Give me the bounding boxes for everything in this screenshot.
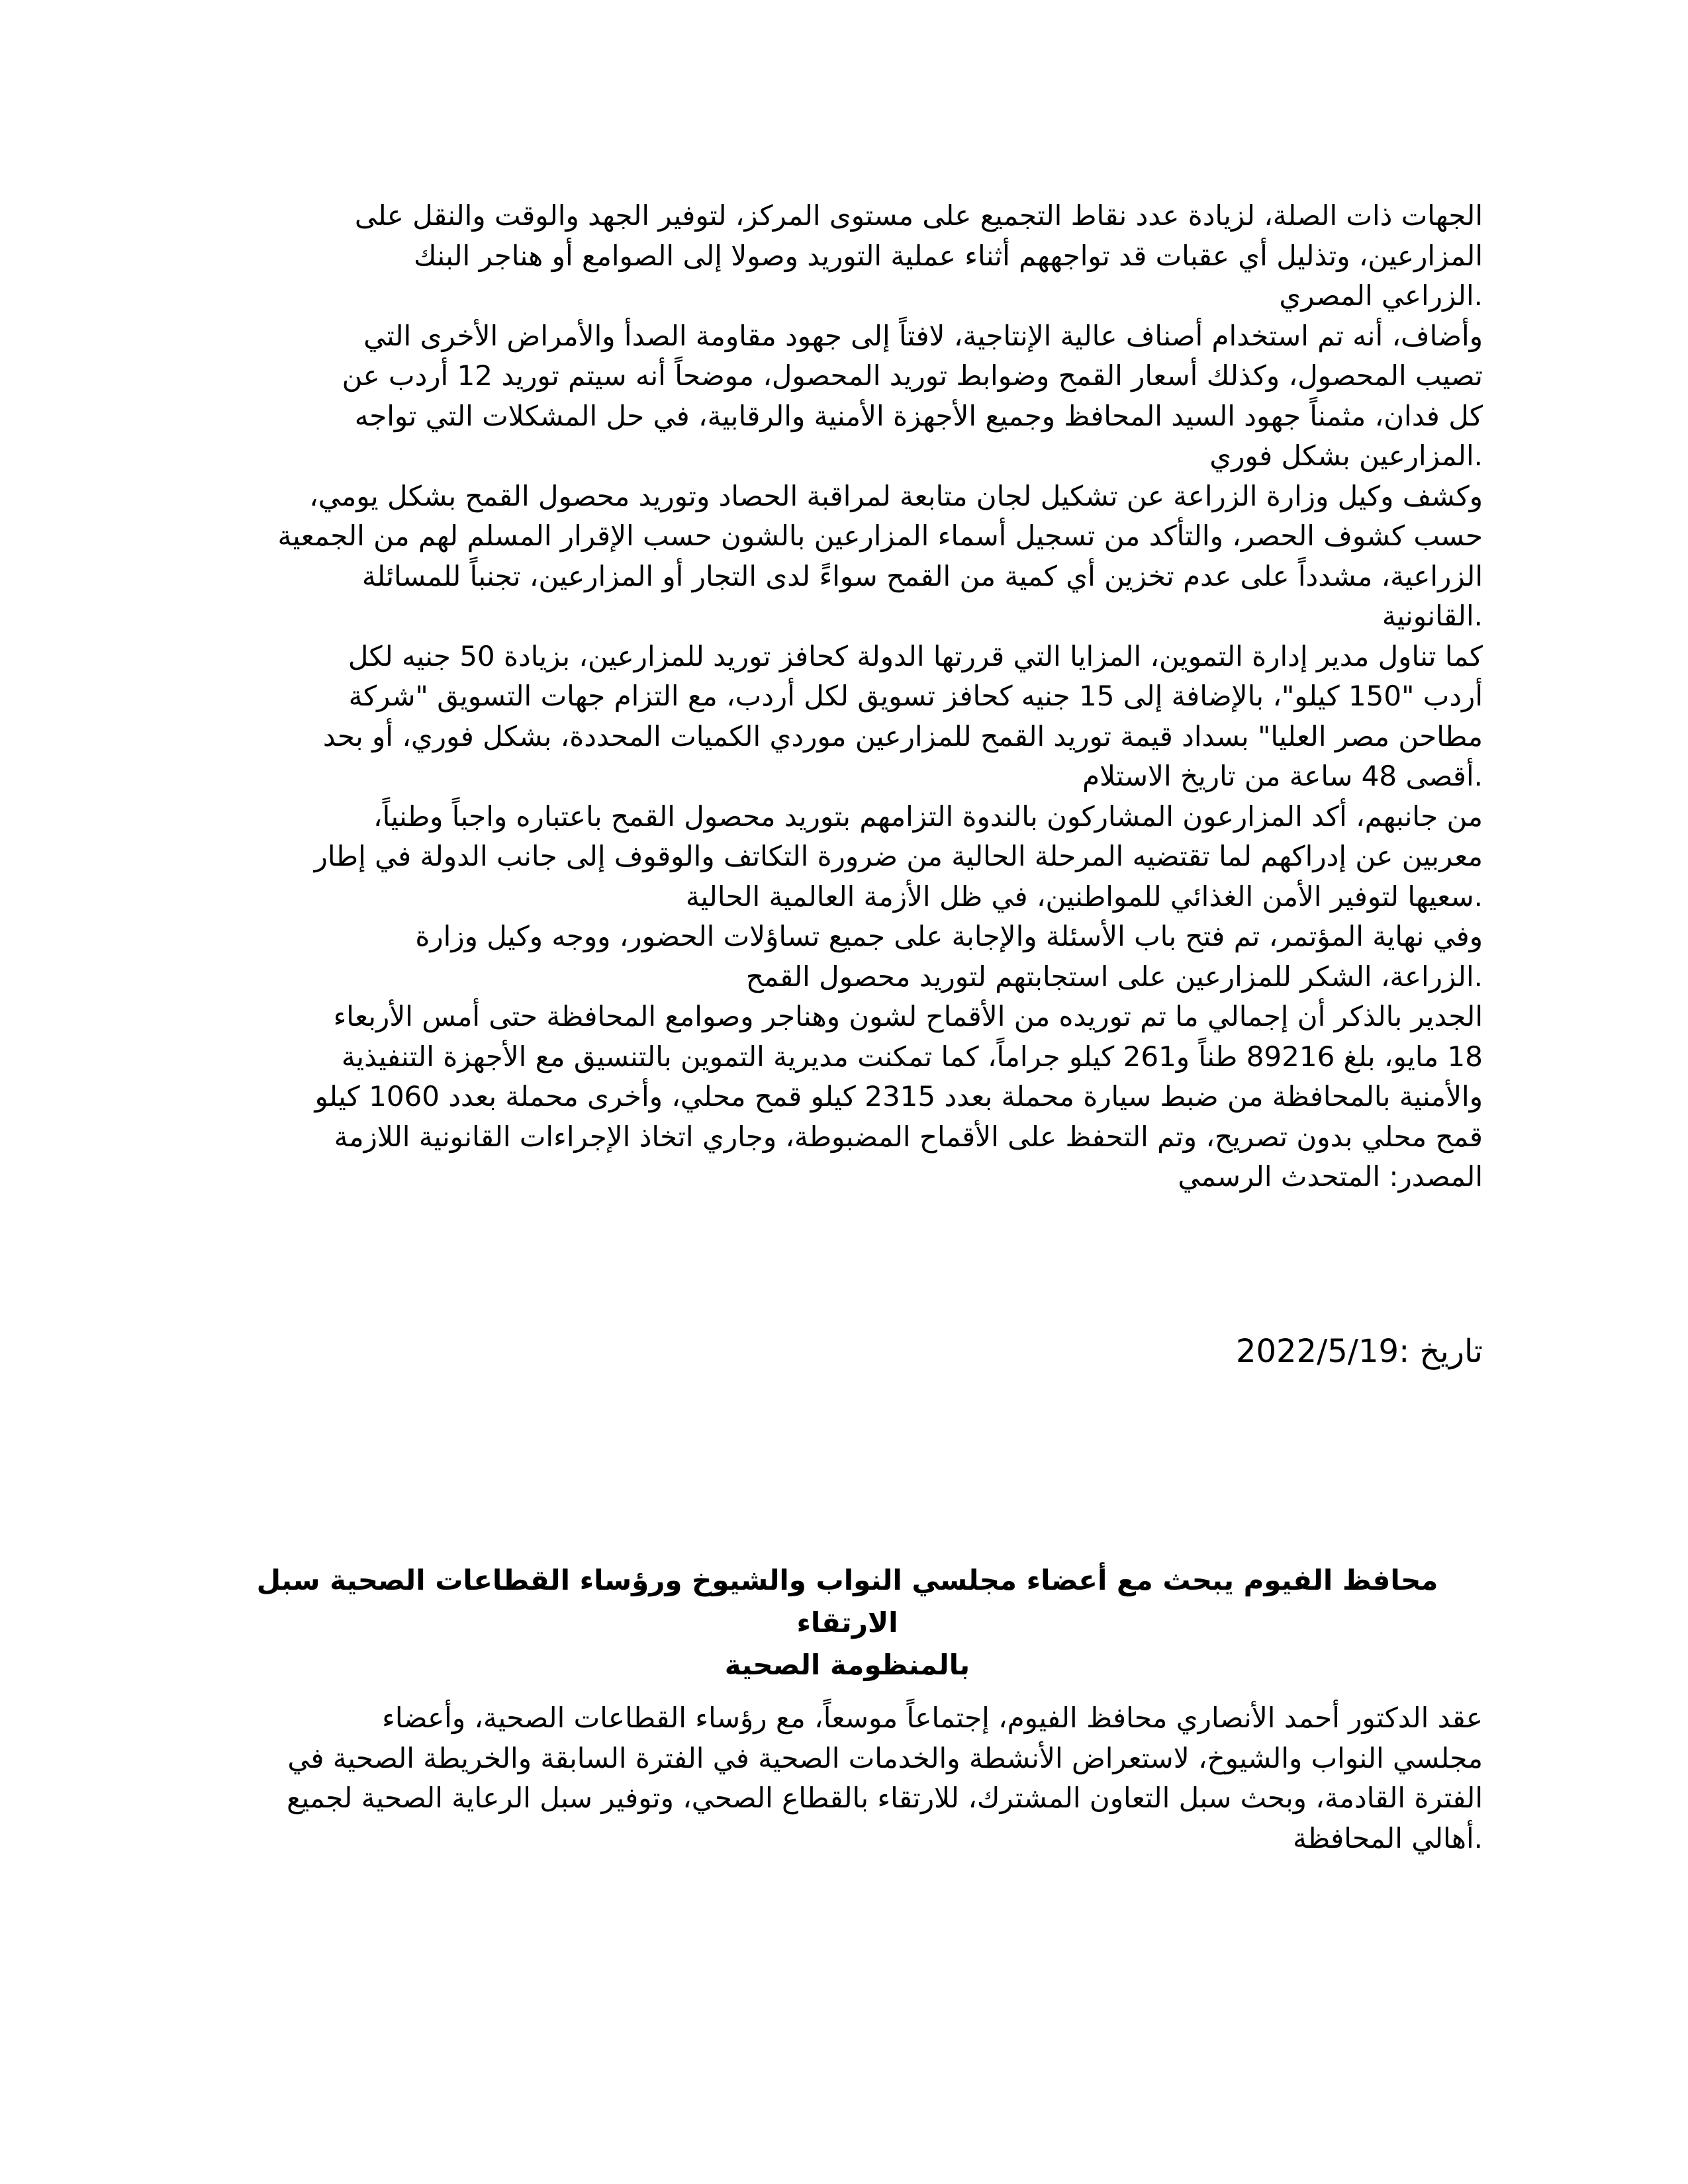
paragraph-farmers-commitment: من جانبهم، أكد المزارعون المشاركون بالندوة التزامهم بتوريد محصول القمح باعتباره واجباً وطنياً، معربين عن إدراكهم لما تقتضيه المرحلة الحالية من ضرورة التكاتف والوقوف إلى جانب الدولة في إطار .سعيها لتوفير الأمن الغذائي للمواطنين، في ظل الأزمة العالمية الحالية	[314, 799, 1483, 913]
paragraph-followup-committees: وكشف وكيل وزارة الزراعة عن تشكيل لجان متابعة لمراقبة الحصاد وتوريد محصول القمح بشكل يومي، حسب كشوف الحصر، والتأكد من تسجيل أسماء المزارعين بالشون حسب الإقرار المسلم لهم من الجمعية الزراعية، مشدداً على عدم تخزين أي كمية من القمح سواءً لدى التجار أو المزارعين، تجنباً للمسائلة .القانونية	[277, 479, 1483, 632]
paragraph-collection-points: الجهات ذات الصلة، لزيادة عدد نقاط التجميع على مستوى المركز، لتوفير الجهد والوقت والنقل على المزارعين، وتذليل أي عقبات قد تواجههم أثناء عملية التوريد وصولا إلى الصوامع أو هناجر البنك .الزراعي المصري	[354, 199, 1483, 312]
article-body	[212, 196, 1483, 1197]
source-line: المصدر: المتحدث الرسمي	[1178, 1160, 1483, 1193]
paragraph-varieties: وأضاف، أنه تم استخدام أصناف عالية الإنتاجية، لافتاً إلى جهود مقاومة الصدأ والأمراض الأخرى التي تصيب المحصول، وكذلك أسعار القمح وضوابط توريد المحصول، موضحاً أنه سيتم توريد 12 أردب عن كل فدان، مثمناً جهود السيد المحافظ وجميع الأجهزة الأمنية والرقابية، في حل المشكلات التي تواجه .المزارعين بشكل فوري	[342, 319, 1483, 472]
paragraph-supply-incentives: كما تناول مدير إدارة التموين، المزايا التي قررتها الدولة كحافز توريد للمزارعين، بزيادة 50 جنيه لكل أردب "150 كيلو"، بالإضافة إلى 15 جنيه كحافز تسويق لكل أردب، مع التزام جهات التسويق "شركة مطاحن مصر العليا" بسداد قيمة توريد القمح للمزارعين موردي الكميات المحددة، بشكل فوري، أو بحد .أقصى 48 ساعة من تاريخ الاستلام	[322, 639, 1483, 792]
paragraph-health-meeting: عقد الدكتور أحمد الأنصاري محافظ الفيوم، إجتماعاً موسعاً، مع رؤساء القطاعات الصحية، وأعضاء مجلسي النواب والشيوخ، لاستعراض الأنشطة والخدمات الصحية في الفترة السابقة والخريطة الصحية في الفترة القادمة، وبحث سبل التعاون المشترك، للارتقاء بالقطاع الصحي، وتوفير سبل الرعاية الصحية لجميع .أهالي المحافظة	[287, 1702, 1483, 1854]
article-body-health	[212, 1698, 1483, 1858]
paragraph-totals: الجدير بالذكر أن إجمالي ما تم توريده من الأقماح لشون وهناجر وصوامع المحافظة حتى أمس الأربعاء 18 مايو، بلغ 89216 طناً و261 كيلو جراماً، كما تمكنت مديرية التموين بالتنسيق مع الأجهزة التنفيذية والأمنية بالمحافظة من ضبط سيارة محملة بعدد 2315 كيلو قمح محلي، وأخرى محملة بعدد 1060 كيلو قمح محلي بدون تصريح، وتم التحفظ على الأقماح المضبوطة، وجاري اتخاذ الإجراءات القانونية اللازمة	[314, 1000, 1483, 1153]
article-title: محافظ الفيوم يبحث مع أعضاء مجلسي النواب والشيوخ ورؤساء القطاعات الصحية سبل الارتقاء بالمنظومة الصحية	[256, 1564, 1438, 1681]
paragraph-conference-end: وفي نهاية المؤتمر، تم فتح باب الأسئلة والإجابة على جميع تساؤلات الحضور، ووجه وكيل وزارة .الزراعة، الشكر للمزارعين على استجابتهم لتوريد محصول القمح	[415, 920, 1483, 993]
date-line: تاريخ :2022/5/19	[1235, 1333, 1483, 1370]
